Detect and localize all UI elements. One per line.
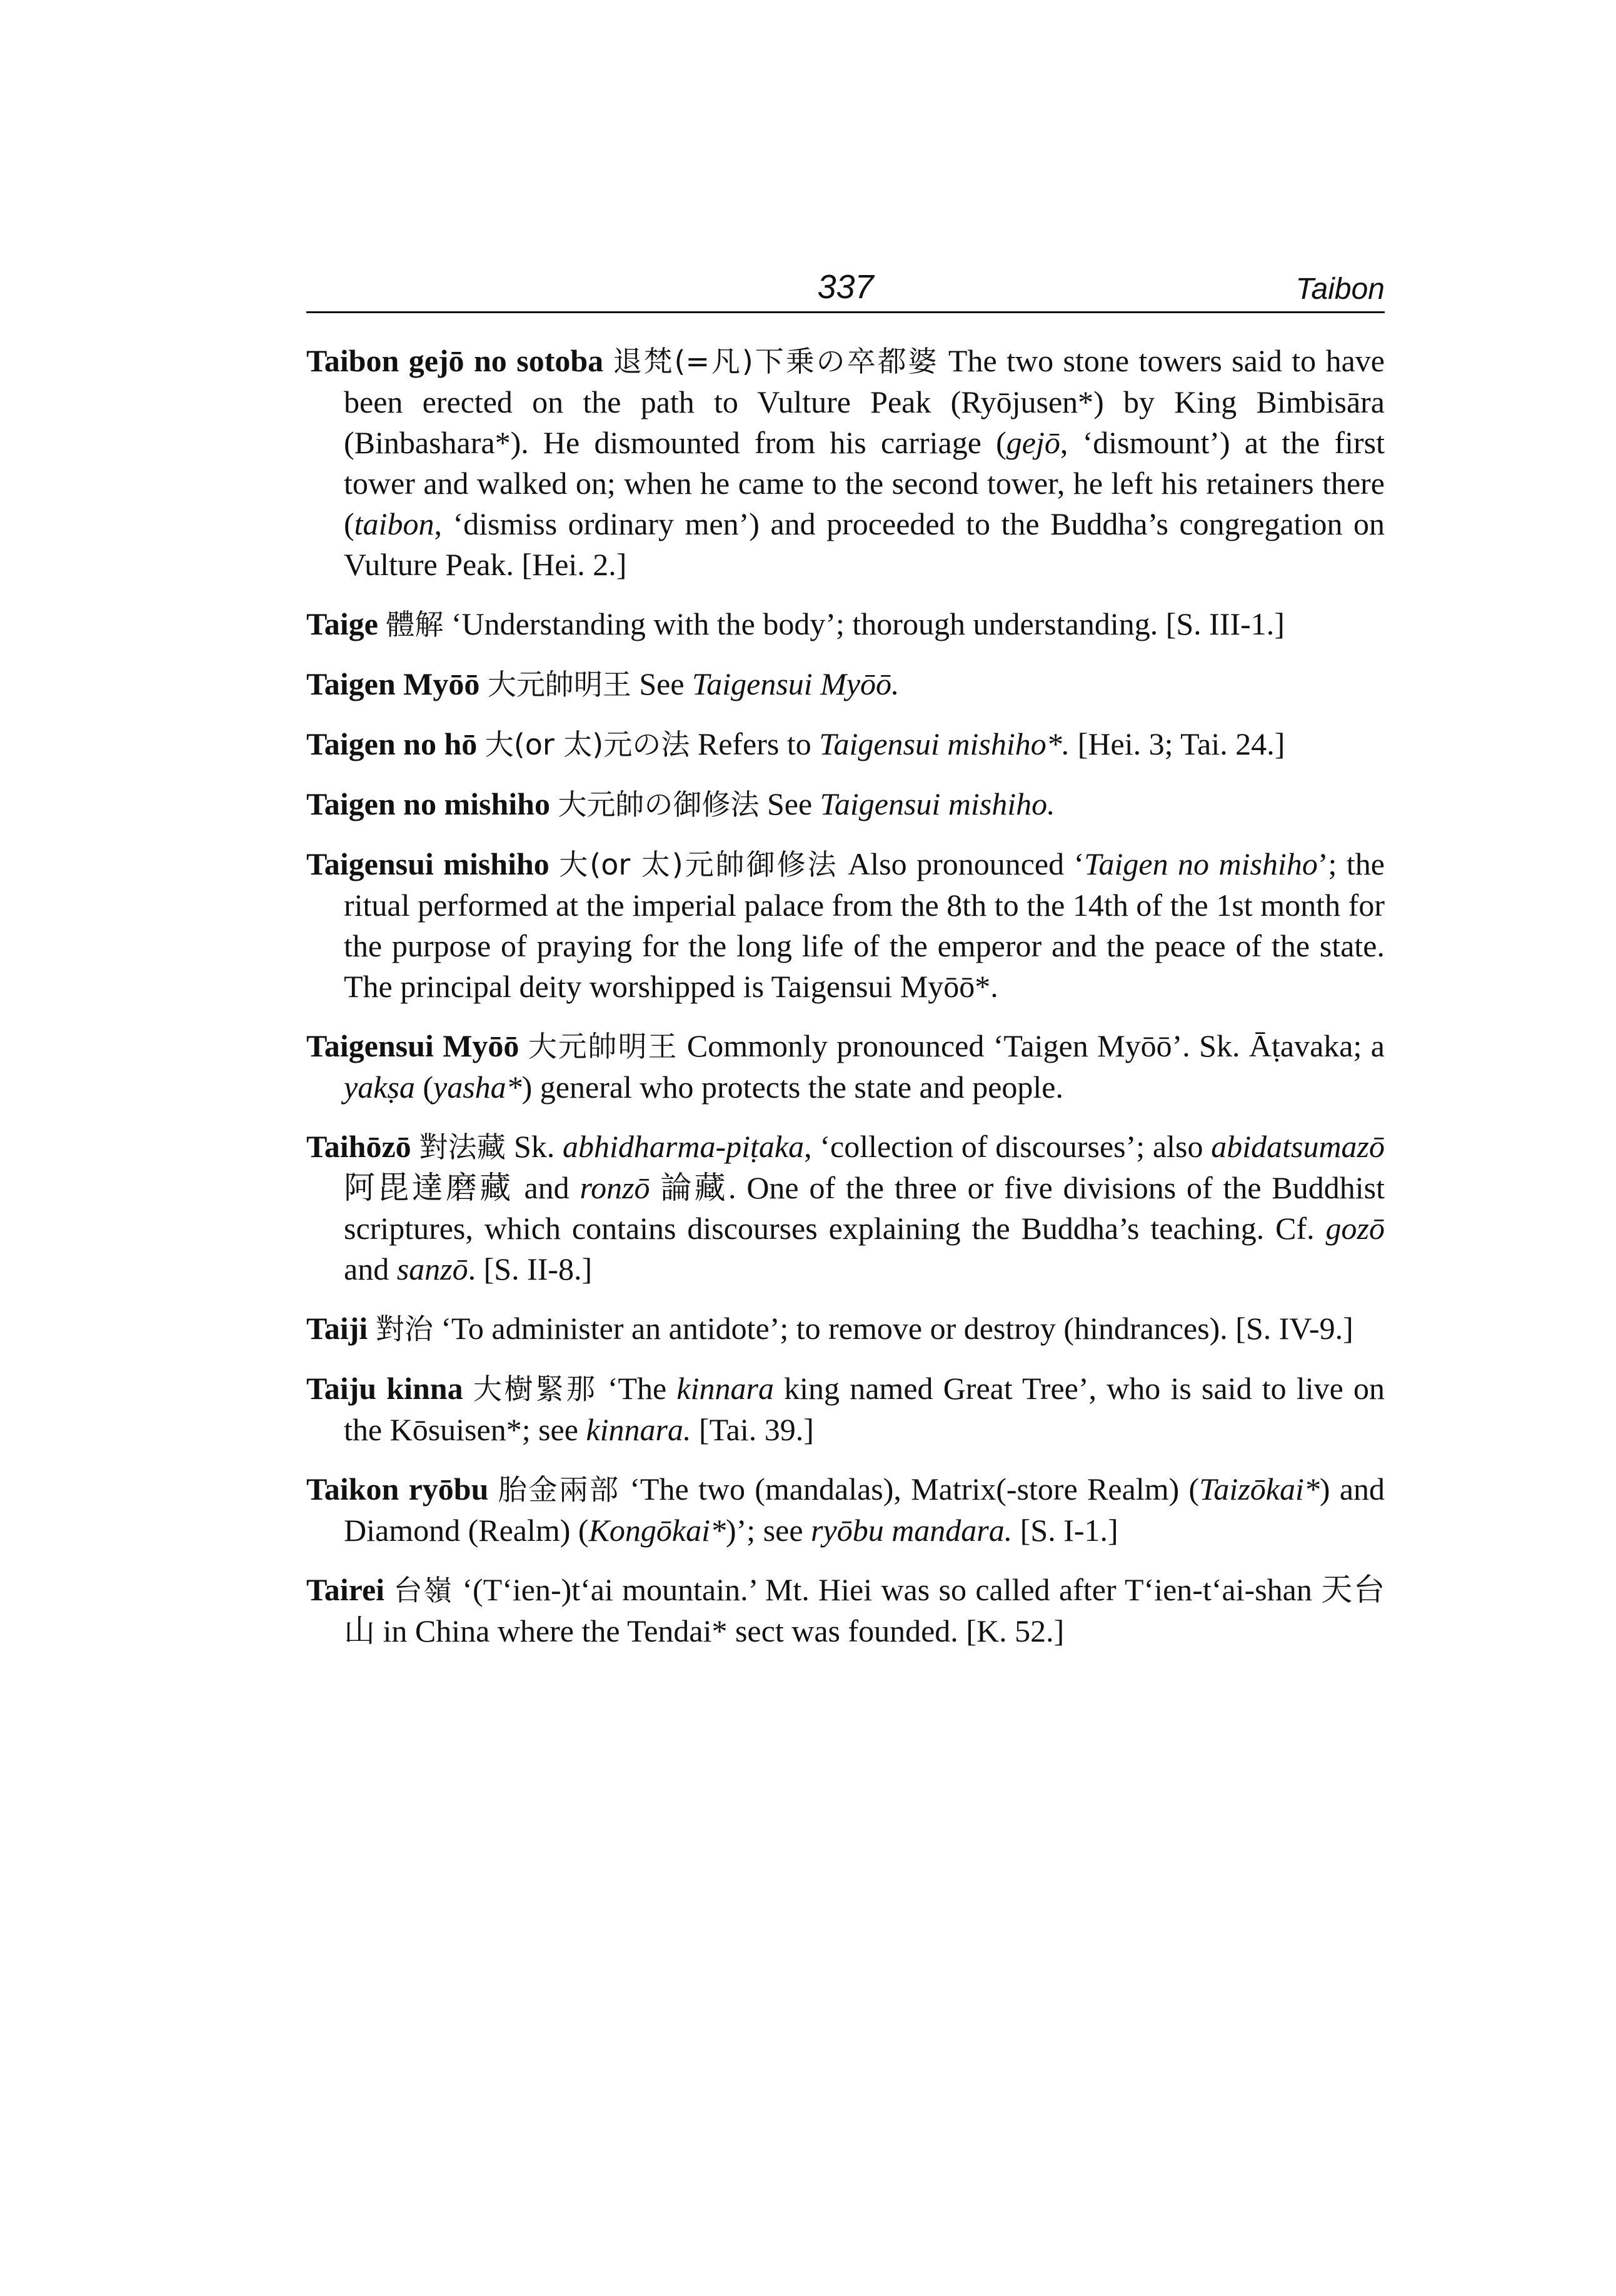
definition-text: , ‘dismiss ordinary men’) and proceeded to the Buddha’s congregation on Vulture Peak. — [344, 506, 1385, 582]
kanji: 台嶺 — [393, 1573, 454, 1607]
italic-term: taibon — [354, 506, 434, 541]
definition-text: , ‘dismount’) at the first tower and walked on; when he came to the second tower, he left his retainers there ( — [344, 425, 1385, 541]
kanji: 大元帥明王 — [528, 1030, 678, 1063]
definition-text: ( — [414, 1070, 433, 1105]
entry-taiji — [306, 1308, 1385, 1350]
italic-term: yakṣa — [344, 1070, 415, 1105]
italic-term: gejō — [1006, 425, 1060, 460]
italic-term: kinnara — [676, 1371, 774, 1406]
entry-taige — [306, 604, 1385, 645]
definition-text: ‘The — [607, 1371, 677, 1406]
kanji: 對法藏 — [419, 1130, 506, 1164]
headword: Taigensui mishiho — [306, 846, 550, 881]
entry-tairei — [306, 1570, 1385, 1652]
kanji: 大樹緊那 — [473, 1372, 598, 1406]
italic-term: sanzō — [396, 1251, 468, 1286]
italic-term: ryōbu mandara. — [811, 1513, 1013, 1548]
kanji: 大(or 太)元帥御修法 — [559, 848, 838, 881]
page-header — [306, 263, 1385, 313]
definition-text: and — [344, 1251, 397, 1286]
page-number: 337 — [817, 268, 874, 306]
definition-text: ’; the ritual performed at the imperial palace from the 8th to the 14th of the 1st month for the purpose of praying for the long life of the emperor and the peace of the state. The principal deity worshipped is Taigensui Myōō*. — [344, 846, 1385, 1004]
headword: Taigensui Myōō — [306, 1028, 519, 1063]
headword: Taigen no mishiho — [306, 786, 550, 821]
definition-text: See — [639, 666, 693, 701]
headword: Taiji — [306, 1311, 368, 1346]
entry-taibon-gejo — [306, 341, 1385, 585]
italic-term: abidatsumazō — [1211, 1129, 1385, 1164]
entry-taihozo — [306, 1126, 1385, 1290]
definition-text: ‘(T‘ien-)t‘ai mountain.’ Mt. Hiei was so called after T‘ien-t‘ai-shan 天台山 in China where the Tendai* sect was founded. — [344, 1572, 1385, 1648]
citation: [S. IV-9.] — [1235, 1311, 1353, 1346]
entry-taigensui-myoo — [306, 1026, 1385, 1108]
italic-term: ronzō — [580, 1170, 650, 1205]
kanji: 退梵(=凡)下乗の卒都婆 — [613, 344, 939, 378]
italic-term: gozō — [1325, 1211, 1385, 1246]
entry-taigen-no-mishiho — [306, 784, 1385, 825]
kanji: 大元帥明王 — [487, 668, 631, 701]
citation: [S. II-8.] — [483, 1251, 593, 1286]
entry-taigen-myoo — [306, 664, 1385, 705]
kanji: 體解 — [386, 608, 444, 641]
entry-taigensui-mishiho — [306, 844, 1385, 1007]
italic-term: kinnara. — [586, 1412, 691, 1447]
italic-term: Taigen no mishiho — [1084, 846, 1318, 881]
definition-text: ) and Diamond (Realm) ( — [344, 1471, 1385, 1548]
italic-term: Taigensui mishiho*. — [819, 726, 1070, 761]
italic-term: Taigensui Myōō. — [692, 666, 900, 701]
italic-term: abhidharma-piṭaka — [563, 1129, 805, 1164]
headword: Taiju kinna — [306, 1371, 463, 1406]
italic-term: Taigensui mishiho. — [820, 786, 1055, 821]
definition-text: )’; see — [726, 1513, 811, 1548]
headword: Taihōzō — [306, 1129, 411, 1164]
citation: [S. III-1.] — [1165, 606, 1285, 641]
definition-text: , ‘collection of discourses’; also — [804, 1129, 1212, 1164]
italic-term: Taizōkai* — [1199, 1471, 1320, 1506]
headword: Taibon gejō no sotoba — [306, 343, 604, 378]
citation: [K. 52.] — [966, 1613, 1065, 1648]
definition-text: 阿毘達磨藏 and — [344, 1170, 580, 1205]
definition-text: king named Great Tree’, who is said to live on the Kōsuisen*; see — [344, 1371, 1385, 1447]
italic-term: yasha* — [433, 1070, 522, 1105]
definition-text: See — [766, 786, 820, 821]
citation: [S. I-1.] — [1020, 1513, 1118, 1548]
definition-text: ) general who protects the state and people. — [521, 1070, 1063, 1105]
citation: [Hei. 2.] — [521, 547, 627, 582]
citation: [Tai. 39.] — [698, 1412, 814, 1447]
headword: Taigen Myōō — [306, 666, 480, 701]
kanji: 胎金兩部 — [498, 1473, 620, 1506]
definition-text: Sk. — [513, 1129, 563, 1164]
kanji: 大(or 太)元の法 — [484, 728, 690, 761]
headword: Tairei — [306, 1572, 385, 1607]
entry-taikon-ryobu — [306, 1469, 1385, 1551]
dictionary-entries — [306, 341, 1385, 1670]
definition-text: Refers to — [697, 726, 820, 761]
headword: Taikon ryōbu — [306, 1471, 489, 1506]
italic-term: Kongōkai* — [588, 1513, 726, 1548]
definition-text: ‘The two (mandalas), Matrix(-store Realm) ( — [630, 1471, 1200, 1506]
definition-text: . — [468, 1251, 476, 1286]
definition-text: ‘Understanding with the body’; thorough understanding. — [451, 606, 1158, 641]
definition-text: Also pronounced ‘ — [848, 846, 1085, 881]
headword: Taige — [306, 606, 378, 641]
definition-text: Commonly pronounced ‘Taigen Myōō’. Sk. Āṭavaka; a — [686, 1028, 1385, 1063]
entry-taigen-no-ho — [306, 724, 1385, 765]
kanji: 大元帥の御修法 — [558, 788, 760, 821]
headword: Taigen no hō — [306, 726, 478, 761]
citation: [Hei. 3; Tai. 24.] — [1077, 726, 1285, 761]
running-head: Taibon — [1295, 273, 1385, 306]
definition-text: 論藏. One of the three or five divisions of the Buddhist scriptures, which contains discourses explaining the Buddha’s teaching. Cf. — [344, 1170, 1385, 1246]
definition-text: The two stone towers said to have been erected on the path to Vulture Peak (Ryōjusen*) by King Bimbisāra (Binbashara*). He dismounted from his carriage ( — [344, 343, 1385, 460]
definition-text: ‘To administer an antidote’; to remove or destroy (hindrances). — [441, 1311, 1228, 1346]
entry-taiju-kinna — [306, 1368, 1385, 1450]
kanji: 對治 — [375, 1312, 433, 1346]
